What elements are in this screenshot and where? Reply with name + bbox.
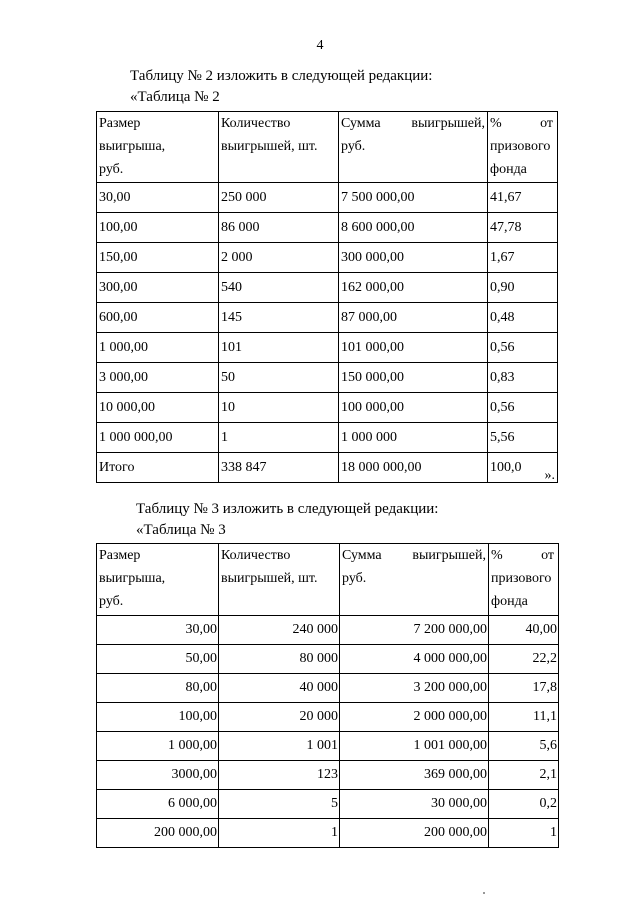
table-cell [488,333,558,363]
cell-value: 50 [221,369,235,385]
table-cell [339,183,488,213]
table-cell [97,243,219,273]
cell-value: 41,67 [490,189,522,205]
cell-value: 20 000 [299,709,338,724]
table-cell [489,790,559,819]
table-cell [488,303,558,333]
cell-value: 0,48 [490,309,515,325]
table-cell [339,333,488,363]
cell-value: 150 000,00 [341,369,404,385]
table-row [97,423,558,453]
table-cell [488,273,558,303]
cell-value: 100,00 [99,219,138,235]
table-cell [340,645,489,674]
table-cell [488,243,558,273]
table2-header-sum [339,112,488,183]
table-cell [97,819,219,848]
cell-value: 300 000,00 [341,249,404,265]
cell-value: 123 [317,767,338,782]
table-row [97,616,559,645]
cell-value: 40,00 [525,622,557,637]
cell-value: 30,00 [185,622,217,637]
table-row [97,819,559,848]
table-cell [340,703,489,732]
table2-header-size [97,112,219,183]
cell-value: 7 500 000,00 [341,189,415,205]
table-cell [489,645,559,674]
header-word: от [541,548,554,563]
table-cell [97,213,219,243]
table-cell [97,761,219,790]
table-cell [97,183,219,213]
scan-speck [483,892,485,894]
header-line: Размер [99,116,141,131]
table-cell [219,393,339,423]
table-cell [488,423,558,453]
table3-header-pct [489,544,559,616]
table-cell [97,273,219,303]
table-cell [488,363,558,393]
table-cell [97,645,219,674]
table2-intro: Таблицу № 2 изложить в следующей редакции: [130,68,433,84]
table-cell [339,393,488,423]
cell-value: 2 000 [221,249,253,265]
table-cell [219,183,339,213]
cell-value: 101 [221,339,242,355]
cell-value: 100,00 [178,709,217,724]
table-2 [96,111,558,483]
cell-value: 162 000,00 [341,279,404,295]
table-cell [219,243,339,273]
cell-value: 145 [221,309,242,325]
cell-value: 0,83 [490,369,515,385]
table-cell [219,616,340,645]
table-cell [219,819,340,848]
cell-value: 2,1 [539,767,557,782]
table-row [97,363,558,393]
table-cell [340,616,489,645]
table-cell [219,703,340,732]
page-number: 4 [316,38,324,53]
table-cell [97,393,219,423]
table-cell [219,333,339,363]
cell-value: 0,56 [490,399,515,415]
cell-value: 3 000,00 [99,369,148,385]
cell-value: 100 000,00 [341,399,404,415]
cell-value: 30,00 [99,189,131,205]
table-row [97,303,558,333]
table-cell [489,674,559,703]
cell-value: 5 [331,796,338,811]
cell-value: 1 000,00 [168,738,217,753]
table-3 [96,543,559,848]
table-cell [489,819,559,848]
cell-value: 0,56 [490,339,515,355]
header-word: Сумма [341,116,381,131]
cell-value: 6 000,00 [168,796,217,811]
table-cell [219,761,340,790]
table-cell [488,183,558,213]
header-line: призового [491,571,552,586]
cell-value: 300,00 [99,279,138,295]
table-cell [97,423,219,453]
cell-value: 8 600 000,00 [341,219,415,235]
cell-value: 338 847 [221,459,267,475]
cell-value: 1 000 000,00 [99,429,173,445]
header-line: фонда [490,162,527,177]
table2-header-count [219,112,339,183]
closing-quote: ». [544,467,555,483]
header-line: выигрышей, шт. [221,571,318,586]
cell-value: 1 001 [306,738,338,753]
table2-header-row [97,112,558,183]
table-cell [97,790,219,819]
table-cell [97,616,219,645]
table-row [97,453,558,483]
cell-value: 4 000 000,00 [413,651,487,666]
table-cell [97,363,219,393]
table-cell [219,273,339,303]
table-row [97,393,558,423]
table-cell [97,453,219,483]
table-cell [340,674,489,703]
table-cell [340,819,489,848]
header-line: руб. [99,162,124,177]
table-cell [219,790,340,819]
cell-value: 3000,00 [171,767,217,782]
table-cell [219,645,340,674]
table2-title: «Таблица № 2 [130,89,220,105]
header-line: руб. [99,594,124,609]
table-cell [339,363,488,393]
cell-value: 86 000 [221,219,260,235]
header-word: от [540,116,553,131]
cell-value: 18 000 000,00 [341,459,422,475]
table-row [97,703,559,732]
cell-value: 11,1 [533,709,557,724]
cell-value: 0,90 [490,279,515,295]
table-row [97,183,558,213]
table-cell [339,243,488,273]
cell-value: 5,6 [539,738,557,753]
table-cell [489,703,559,732]
table-cell [489,761,559,790]
cell-value: 100,0 [490,459,522,475]
cell-value: 22,2 [532,651,557,666]
header-line: выигрыша, [99,571,166,586]
table-cell [97,674,219,703]
header-word: выигрышей, [412,548,486,563]
table-cell [340,761,489,790]
cell-value: 87 000,00 [341,309,397,325]
header-line: руб. [341,139,366,154]
header-line: руб. [342,571,367,586]
table-cell [219,423,339,453]
table-cell [489,616,559,645]
cell-value: 2 000 000,00 [413,709,487,724]
table-row [97,790,559,819]
table-cell [489,732,559,761]
cell-value: 0,2 [539,796,557,811]
cell-value: 80,00 [185,680,217,695]
header-line: призового [490,139,551,154]
cell-value: 80 000 [299,651,338,666]
table-cell [97,303,219,333]
cell-value: 101 000,00 [341,339,404,355]
table-cell [219,453,339,483]
header-line: Количество [221,116,291,131]
table-cell [219,732,340,761]
cell-value: 3 200 000,00 [413,680,487,695]
table-cell [219,363,339,393]
table3-title: «Таблица № 3 [136,522,226,538]
table-row [97,732,559,761]
cell-value: 7 200 000,00 [413,622,487,637]
table-cell [339,453,488,483]
table-cell [488,453,558,483]
table-cell [219,213,339,243]
table-row [97,273,558,303]
header-word: Сумма [342,548,382,563]
table-cell [97,732,219,761]
table-cell [219,303,339,333]
cell-value: 240 000 [292,622,338,637]
table-row [97,333,558,363]
table-cell [339,273,488,303]
cell-value: 1,67 [490,249,515,265]
header-word: % [490,116,502,131]
cell-value: 600,00 [99,309,138,325]
header-word: % [491,548,503,563]
cell-value: Итого [99,459,135,475]
table-cell [340,732,489,761]
table-cell [97,333,219,363]
cell-value: 540 [221,279,242,295]
cell-value: 200 000,00 [424,825,487,840]
table-row [97,213,558,243]
cell-value: 1 001 000,00 [413,738,487,753]
table3-header-size [97,544,219,616]
cell-value: 1 [331,825,338,840]
header-line: выигрыша, [99,139,166,154]
table-row [97,674,559,703]
table-cell [488,213,558,243]
cell-value: 5,56 [490,429,515,445]
table-cell [339,213,488,243]
table-cell [340,790,489,819]
table-cell [488,393,558,423]
table-cell [219,674,340,703]
header-line: Размер [99,548,141,563]
table-cell [339,423,488,453]
table-cell [339,303,488,333]
table-row [97,761,559,790]
header-word: выигрышей, [411,116,485,131]
header-line: выигрышей, шт. [221,139,318,154]
table3-header-count [219,544,340,616]
cell-value: 150,00 [99,249,138,265]
table2-header-pct [488,112,558,183]
cell-value: 40 000 [299,680,338,695]
table-cell [97,703,219,732]
cell-value: 200 000,00 [154,825,217,840]
cell-value: 30 000,00 [431,796,487,811]
cell-value: 250 000 [221,189,267,205]
cell-value: 1 [221,429,228,445]
cell-value: 10 [221,399,235,415]
cell-value: 1 000,00 [99,339,148,355]
cell-value: 1 [550,825,557,840]
cell-value: 47,78 [490,219,522,235]
cell-value: 50,00 [185,651,217,666]
table3-header-row [97,544,559,616]
cell-value: 1 000 000 [341,429,397,445]
table3-intro: Таблицу № 3 изложить в следующей редакции: [136,501,439,517]
cell-value: 10 000,00 [99,399,155,415]
table-row [97,645,559,674]
header-line: Количество [221,548,291,563]
table3-header-sum [340,544,489,616]
table-row [97,243,558,273]
header-line: фонда [491,594,528,609]
cell-value: 17,8 [532,680,557,695]
cell-value: 369 000,00 [424,767,487,782]
